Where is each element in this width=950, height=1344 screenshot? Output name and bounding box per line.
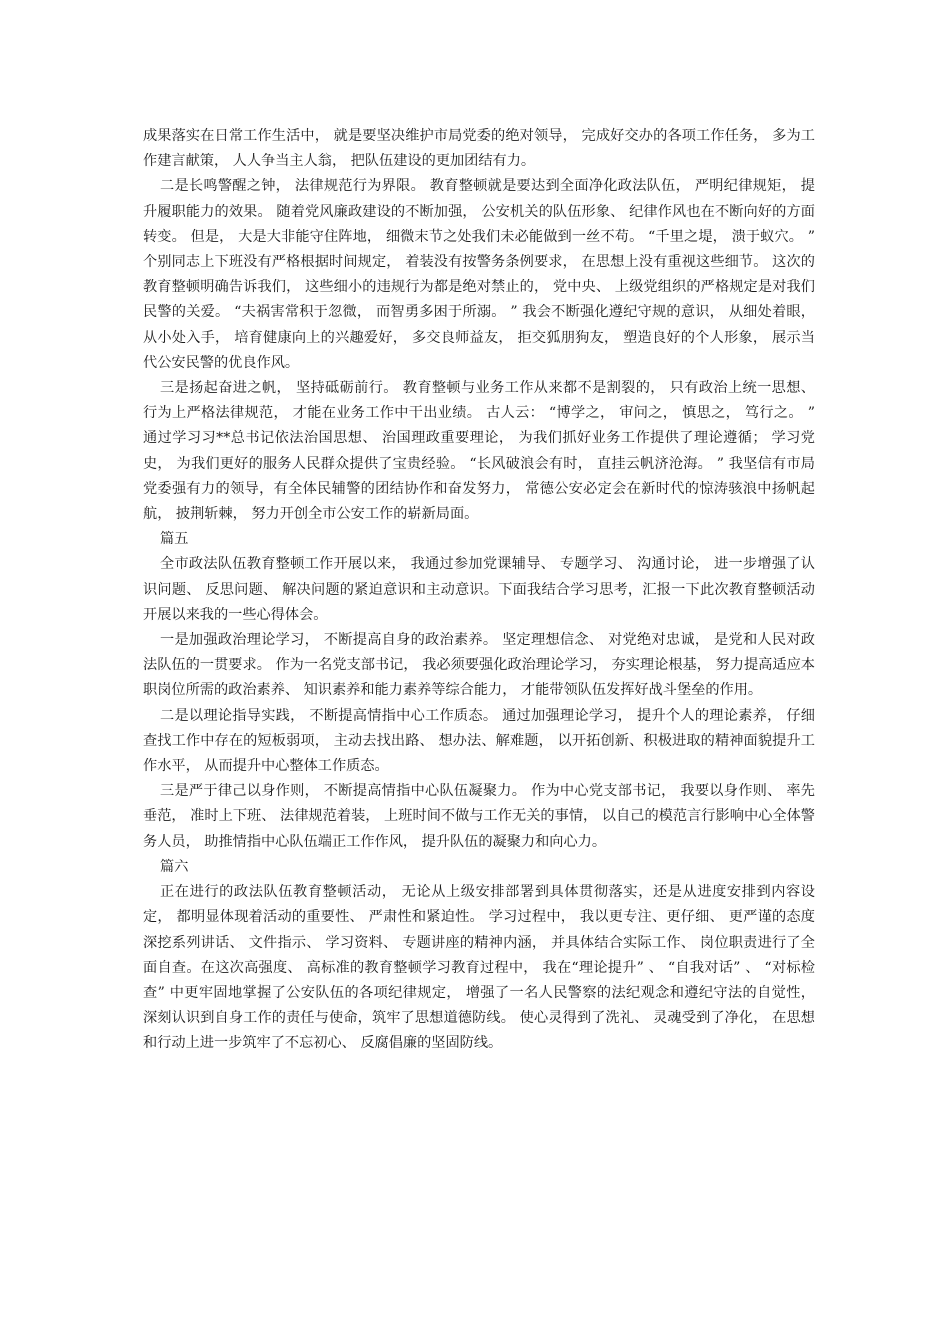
paragraph-5-point-one: 一是加强政治理论学习， 不断提高自身的政治素养。 坚定理想信念、 对党绝对忠诚， 是党和人民对政法队伍的一贯要求。 作为一名党支部书记， 我必须要强化政治理论学习， 夯实理论根基， 努力提高适应本职岗位所需的政治素养、 知识素养和能力素养等综合能力， 才能带领队伍发挥好战斗堡垒的作用。 — [143, 632, 815, 699]
section-heading-5: 篇五 — [160, 531, 189, 548]
paragraph-5-point-three: 三是严于律己以身作则， 不断提高情指中心队伍凝聚力。 作为中心党支部书记， 我要以身作则、 率先垂范， 准时上下班、 法律规范着装， 上班时间不做与工作无关的事情， 以自己的模范言行影响中心全体警务人员， 助推情指中心队伍端正工作作风， 提升队伍的凝聚力和向心力。 — [143, 783, 815, 850]
document-body — [143, 124, 815, 1057]
paragraph-intro-5: 全市政法队伍教育整顿工作开展以来， 我通过参加党课辅导、 专题学习、 沟通讨论， 进一步增强了认识问题、 反思问题、 解决问题的紧迫意识和主动意识。下面我结合学习思考，汇报一下此次教育整顿活动开展以来我的一些心得体会。 — [143, 556, 815, 623]
paragraph-5-point-two: 二是以理论指导实践， 不断提高情指中心工作质态。 通过加强理论学习， 提升个人的理论素养， 仔细查找工作中存在的短板弱项， 主动去找出路、 想办法、解难题， 以开拓创新、积极进取的精神面貌提升工作水平， 从而提升中心整体工作质态。 — [143, 707, 815, 775]
paragraph-6-body: 正在进行的政法队伍教育整顿活动， 无论从上级安排部署到具体贯彻落实，还是从进度安排到内容设定， 都明显体现着活动的重要性、 严肃性和紧迫性。 学习过程中， 我以更专注、更仔细、 更严谨的态度深挖系列讲话、 文件指示、 学习资料、 专题讲座的精神内涵， 并具体结合实际工作、 岗位职责进行了全面自查。在这次高强度、 高标准的教育整顿学习教育过程中， 我在“理论提升” 、 “自我对话” 、 “对标检查” 中更牢固地掌握了公安队伍的各项纪律规定， 增强了一名人民警察的法纪观念和遵纪守法的自觉性， 深刻认识到自身工作的责任与使命，筑牢了思想道德防线。 使心灵得到了洗礼、 灵魂受到了净化， 在思想和行动上进一步筑牢了不忘初心、 反腐倡廉的坚固防线。 — [143, 884, 815, 1052]
section-heading-6: 篇六 — [160, 858, 189, 875]
paragraph-continuation: 成果落实在日常工作生活中， 就是要坚决维护市局党委的绝对领导， 完成好交办的各项工作任务， 多为工作建言献策， 人人争当主人翁， 把队伍建设的更加团结有力。 — [143, 128, 815, 170]
paragraph-point-three: 三是扬起奋进之帆， 坚持砥砺前行。 教育整顿与业务工作从来都不是割裂的， 只有政治上统一思想、 行为上严格法律规范， 才能在业务工作中干出业绩。 古人云： “博学之， 审问之， 慎思之， 笃行之。 ” 通过学习习**总书记依法治国思想、 治国理政重要理论， 为我们抓好业务工作提供了理论遵循； 学习党史， 为我们更好的服务人民群众提供了宝贵经验。 “长风破浪会有时， 直挂云帆济沧海。 ” 我坚信有市局党委强有力的领导，有全体民辅警的团结协作和奋发努力， 常德公安必定会在新时代的惊涛骇浪中扬帆起航， 披荆斩棘， 努力开创全市公安工作的崭新局面。 — [143, 380, 815, 523]
paragraph-point-two: 二是长鸣警醒之钟， 法律规范行为界限。 教育整顿就是要达到全面净化政法队伍， 严明纪律规矩， 提升履职能力的效果。 随着党风廉政建设的不断加强， 公安机关的队伍形象、 纪律作风也在不断向好的方面转变。 但是， 大是大非能守住阵地， 细微末节之处我们未必能做到一丝不苟。 “千里之堤， 溃于蚁穴。 ” 个别同志上下班没有严格根据时间规定， 着装没有按警务条例要求， 在思想上没有重视这些细节。 这次的教育整顿明确告诉我们， 这些细小的违规行为都是绝对禁止的， 党中央、 上级党组织的严格规定是对我们民警的关爱。 “夫祸害常积于忽微， 而智勇多困于所溺。 ” 我会不断强化遵纪守规的意识， 从细处着眼， 从小处入手， 培育健康向上的兴趣爱好， 多交良师益友， 拒交狐朋狗友， 塑造良好的个人形象， 展示当代公安民警的优良作风。 — [143, 178, 815, 371]
